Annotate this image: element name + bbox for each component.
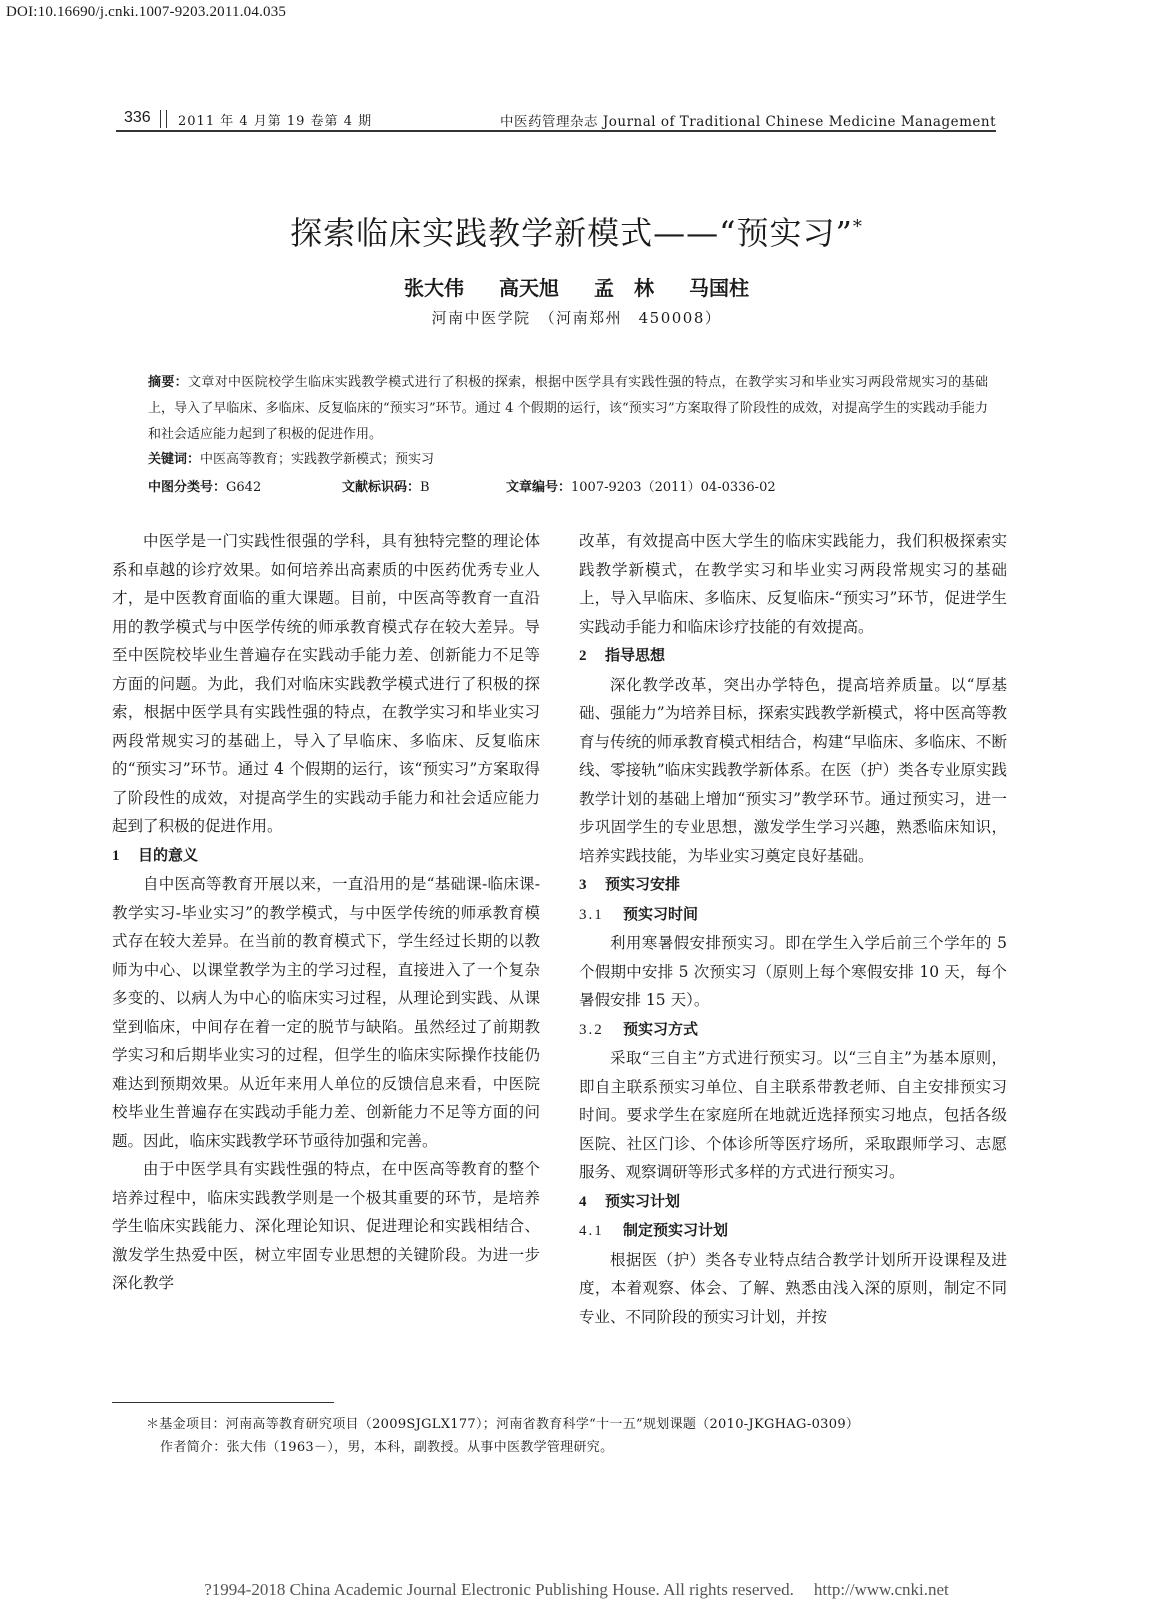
- subsection-number: 3.2: [579, 1021, 604, 1038]
- author: 孟 林: [593, 276, 654, 300]
- article-number-label: 文章编号：: [506, 480, 572, 495]
- subsection-title: 预实习方式: [623, 1019, 699, 1038]
- doc-code-field: [342, 476, 430, 495]
- page-number: 336: [124, 109, 151, 126]
- section-title: 预实习计划: [605, 1191, 681, 1210]
- section-heading: [112, 841, 540, 871]
- keywords-label: 关键词：: [148, 452, 201, 467]
- section-title: 指导思想: [605, 646, 666, 664]
- issue-info: 2011 年 4 月第 19 卷第 4 期: [178, 114, 373, 129]
- journal-name: 中医药管理杂志 Journal of Traditional Chinese Medicine Management: [500, 114, 996, 130]
- subsection-heading: [579, 1216, 1007, 1246]
- title-text: 探索临床实践教学新模式——“预实习”: [290, 214, 853, 252]
- section-number: 1: [112, 847, 120, 864]
- paragraph: 自中医高等教育开展以来，一直沿用的是“基础课-临床课-教学实习-毕业实习”的教学模式，与中医学传统的师承教育模式存在较大差异。在当前的教育模式下，学生经过长期的以教师为中心、以课堂教学为主的学习过程，直接进入了一个复杂多变的、以病人为中心的临床实习过程，从理论到实践、从课堂到临床，中间存在着一定的脱节与缺陷。虽然经过了前期教学实习和后期毕业实习的过程，但学生的临床实际操作技能仍难达到预期效果。从近年来用人单位的反馈信息来看，中医院校毕业生普遍存在实践动手能力差、创新能力不足等方面的问题。因此，临床实践教学环节亟待加强和完善。: [112, 875, 540, 1150]
- author: 马国柱: [688, 276, 749, 300]
- title-footnote-mark: *: [852, 216, 863, 238]
- doc-code-label: 文献标识码：: [342, 480, 421, 495]
- subsection-number: 4.1: [579, 1223, 604, 1239]
- author: 张大伟: [404, 276, 465, 300]
- copyright-footer: [0, 1580, 1153, 1600]
- author-list: [0, 272, 1153, 301]
- doc-code-value: B: [420, 480, 430, 495]
- article-title: [0, 208, 1153, 254]
- keywords-text: 中医高等教育；实践教学新模式；预实习: [200, 452, 435, 467]
- paragraph: 利用寒暑假安排预实习。即在学生入学后前三个学年的 5 个假期中安排 5 次预实习（原则上每个寒假安排 10 天，每个暑假安排 15 天）。: [579, 934, 1007, 1009]
- footnotes: [146, 1413, 859, 1459]
- paragraph: 根据医（护）类各专业特点结合教学计划所开设课程及进度，本着观察、体会、了解、熟悉由浅入深的原则，制定不同专业、不同阶段的预实习计划，并按: [579, 1250, 1007, 1326]
- subsection-heading: [579, 900, 1007, 930]
- cnki-link[interactable]: http://www.cnki.net: [813, 1580, 949, 1599]
- footnote-rule: [112, 1402, 334, 1403]
- header-divider: [160, 110, 167, 128]
- abstract-text: 文章对中医院校学生临床实践教学模式进行了积极的探索，根据中医学具有实践性强的特点，在教学实习和毕业实习两段常规实习的基础上，导入了早临床、多临床、反复临床的“预实习”环节。通过 4 个假期的运行，该“预实习”方案取得了阶段性的成效，对提高学生的实践动手能力和社会适应能力起到了积极的促进作用。: [148, 375, 988, 442]
- subsection-title: 预实习时间: [623, 904, 699, 923]
- subsection-number: 3.1: [579, 906, 604, 923]
- section-title: 目的意义: [138, 845, 199, 864]
- doi: DOI:10.16690/j.cnki.1007-9203.2011.04.035: [6, 4, 287, 20]
- author-bio-note: 作者简介：张大伟（1963－），男，本科，副教授。从事中医教学管理研究。: [160, 1440, 614, 1455]
- running-header: [116, 108, 996, 132]
- paragraph: 深化教学改革，突出办学特色，提高培养质量。以“厚基础、强能力”为培养目标，探索实践教学新模式，将中医高等教育与传统的师承教育模式相结合，构建“早临床、多临床、不断线、零接轨”临床实践教学新体系。在医（护）类各专业原实践教学计划的基础上增加“预实习”教学环节。通过预实习，进一步巩固学生的专业思想，激发学生学习兴趣，熟悉临床知识，培养实践技能，为毕业实习奠定良好基础。: [579, 675, 1007, 865]
- subsection-title: 制定预实习计划: [623, 1221, 729, 1239]
- paragraph: 中医学是一门实践性很强的学科，具有独特完整的理论体系和卓越的诊疗效果。如何培养出高素质的中医药优秀专业人才，是中医教育面临的重大课题。目前，中医高等教育一直沿用的教学模式与中医学传统的师承教育模式存在较大差异。导至中医院校毕业生普遍存在实践动手能力差、创新能力不足等方面的问题。为此，我们对临床实践教学模式进行了积极的探索，根据中医学具有实践性强的特点，在教学实习和毕业实习两段常规实习的基础上，导入了早临床、多临床、反复临床的“预实习”环节。通过 4 个假期的运行，该“预实习”方案取得了阶段性的成效，对提高学生的实践动手能力和社会适应能力起到了积极的促进作用。: [112, 532, 540, 835]
- copyright-text: ?1994-2018 China Academic Journal Electronic Publishing House. All rights reserved.: [204, 1580, 794, 1599]
- author: 高天旭: [499, 276, 560, 300]
- keywords: [148, 448, 434, 467]
- article-number-value: 1007-9203（2011）04-0336-02: [571, 480, 776, 495]
- paragraph: 由于中医学具有实践性强的特点，在中医高等教育的整个培养过程中，临床实践教学则是一个极其重要的环节，是培养学生临床实践能力、深化理论知识、促进理论和实践相结合、激发学生热爱中医，树立牢固专业思想的关键阶段。为进一步深化教学: [112, 1160, 540, 1292]
- section-number: 4: [579, 1193, 587, 1210]
- body-column-right: [579, 527, 1007, 1331]
- subsection-heading: [579, 1015, 1007, 1045]
- affiliation: 河南中医学院 （河南郑州 450008）: [431, 309, 722, 327]
- section-number: 2: [579, 648, 587, 664]
- section-title: 预实习安排: [605, 875, 681, 893]
- paragraph: 改革，有效提高中医大学生的临床实践能力，我们积极探索实践教学新模式，在教学实习和毕业实习两段常规实习的基础上，导入早临床、多临床、反复临床-“预实习”环节，促进学生实践动手能力和临床诊疗技能的有效提高。: [579, 532, 1007, 636]
- section-heading: [579, 1187, 1007, 1217]
- section-heading: [579, 641, 1007, 671]
- funding-note: ＊基金项目：河南高等教育研究项目（2009SJGLX177）；河南省教育科学“十一五”规划课题（2010-JKGHAG-0309）: [146, 1417, 860, 1432]
- body-column-left: [112, 527, 540, 1298]
- section-number: 3: [579, 877, 587, 893]
- article-number-field: [506, 476, 776, 495]
- abstract: [148, 370, 988, 448]
- section-heading: [579, 870, 1007, 900]
- paragraph: 采取“三自主”方式进行预实习。以“三自主”为基本原则，即自主联系预实习单位、自主联系带教老师、自主安排预实习时间。要求学生在家庭所在地就近选择预实习地点，包括各级医院、社区门诊、个体诊所等医疗场所，采取跟师学习、志愿服务、观察调研等形式多样的方式进行预实习。: [579, 1049, 1007, 1181]
- clc-field: [148, 476, 261, 495]
- clc-label: 中图分类号：: [148, 480, 227, 495]
- clc-value: G642: [226, 480, 262, 495]
- abstract-label: 摘要：: [148, 375, 189, 390]
